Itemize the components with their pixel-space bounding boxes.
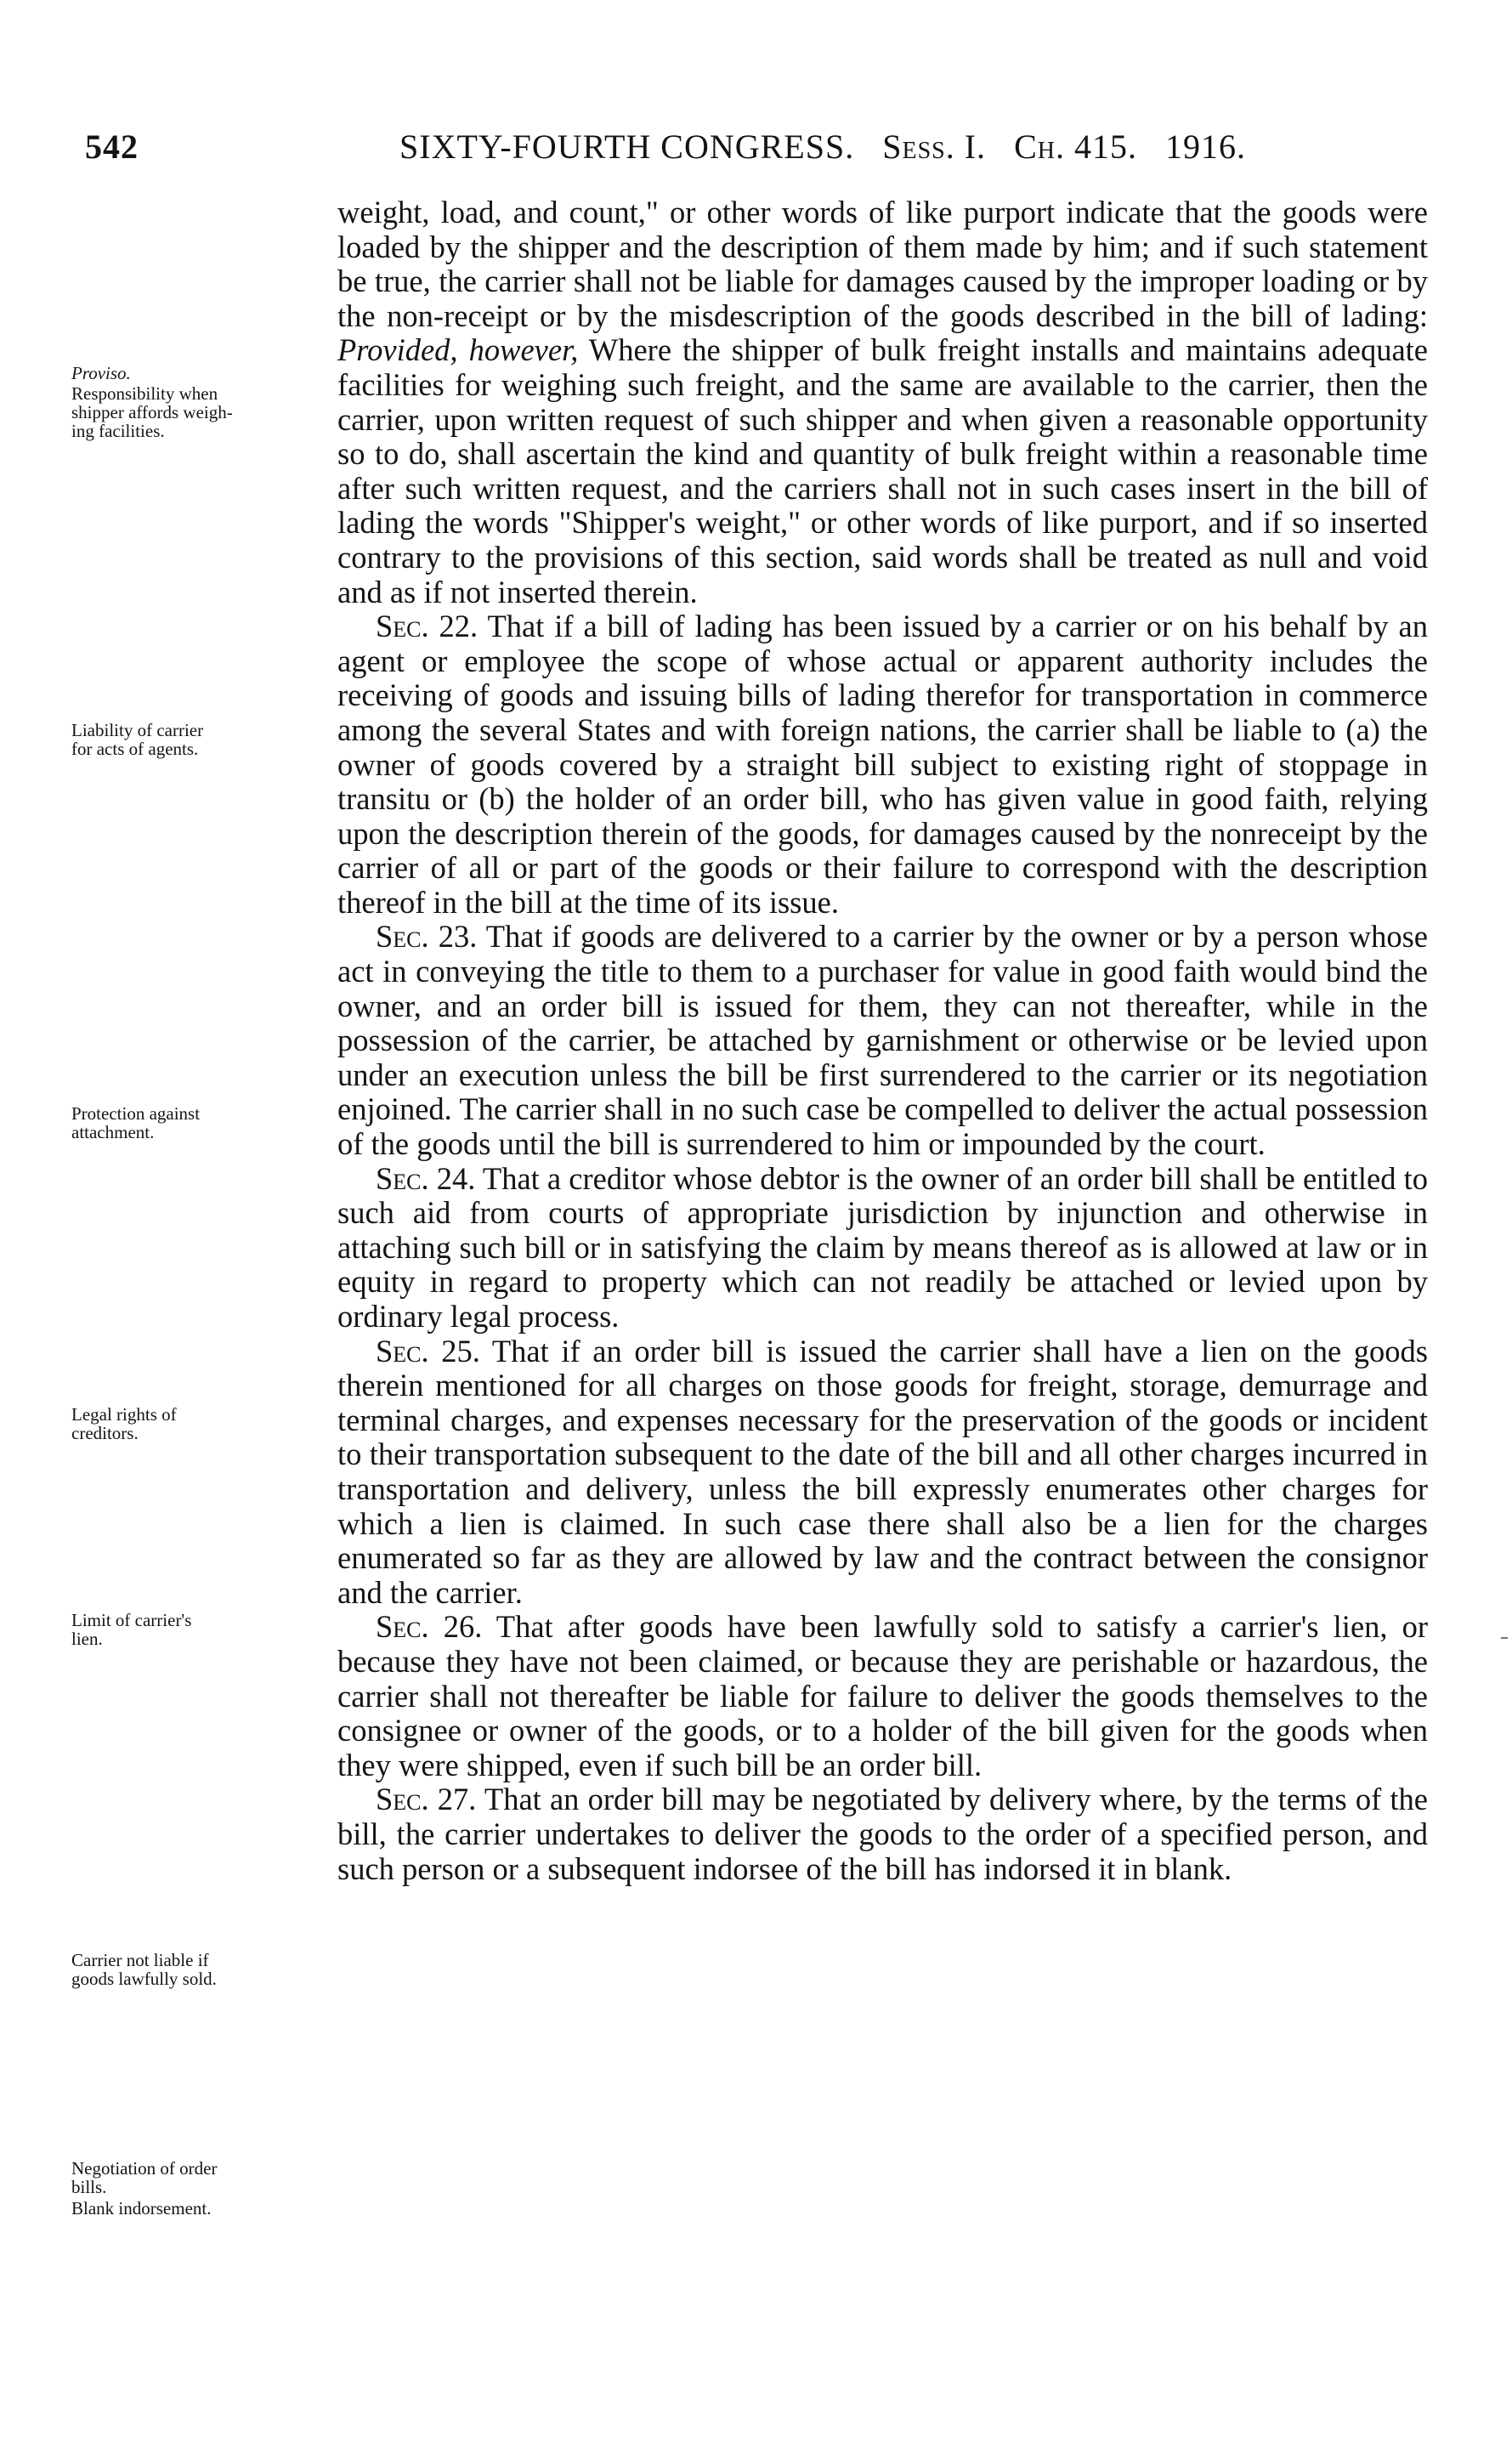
- page-number: 542: [85, 128, 139, 166]
- margin-note-line: Limit of carrier's: [71, 1610, 192, 1630]
- section-text: That after goods have been lawfully sold to satisfy a carrier's lien, or because they have not been claimed, or because they are perishable or hazardous, the carrier shall not thereafter be liable for failure to deliver the goods themselves to the consignee or owner of the goods, or to a holder of the bill given for the goods when they were shipped, even if such bill be an order bill.: [337, 1609, 1428, 1782]
- margin-note-line: attachment.: [71, 1122, 155, 1142]
- margin-note-line: ing facilities.: [71, 421, 165, 441]
- margin-note-line: Liability of carrier: [71, 720, 204, 740]
- margin-note-line: Responsibility when: [71, 383, 218, 404]
- section-text: That a creditor whose debtor is the owner of an order bill shall be entitled to such aid from courts of appropriate jurisdiction by injunction and otherwise in attaching such bill or in satisfying the claim by means thereof as is allowed at law or in equity in regard to property which can not readily be attached or levied upon by ordinary legal process.: [337, 1160, 1428, 1334]
- margin-note-line: bills.: [71, 2177, 107, 2197]
- section-label: Sec. 22.: [376, 609, 479, 644]
- margin-note-protection: [71, 1104, 326, 1142]
- section-25: [337, 1334, 1428, 1611]
- margin-note-line: creditors.: [71, 1423, 139, 1443]
- section-22: [337, 609, 1428, 920]
- section-label: Sec. 26.: [376, 1609, 483, 1645]
- running-head: [399, 122, 1246, 173]
- section-text: That if an order bill is issued the carrier shall have a lien on the goods therein mentioned for all charges on those goods for freight, storage, demurrage and terminal charges, and expenses necessary for the preservation of the goods or incident to their transportation subsequent to the date of the bill and all other charges incurred in transportation and delivery, unless the bill expressly enumerates other charges for which a lien is claimed. In such case there shall also be a lien for the charges enumerated so far as they are allowed by law and the contract between the consignor and the carrier.: [337, 1333, 1428, 1610]
- print-mark: [1501, 1637, 1508, 1639]
- session-label: Sess. I.: [882, 128, 987, 166]
- paragraph-continued: [337, 196, 1428, 609]
- year-label: 1916.: [1164, 128, 1246, 166]
- chapter-label: Ch. 415.: [1014, 128, 1137, 166]
- margin-note-creditors: [71, 1405, 326, 1442]
- margin-note-line: Legal rights of: [71, 1404, 177, 1425]
- section-26: [337, 1610, 1428, 1782]
- margin-note-line: for acts of agents.: [71, 739, 199, 759]
- page-header: [85, 122, 1419, 173]
- body-text: [337, 196, 1428, 1886]
- section-label: Sec. 23.: [376, 919, 478, 955]
- margin-note-blank-indorsement: Blank indorsement.: [71, 2198, 212, 2218]
- section-label: Sec. 24.: [376, 1160, 476, 1196]
- margin-note-carrier-not-liable: [71, 1951, 326, 1988]
- margin-note-responsibility: [71, 384, 326, 440]
- section-27: [337, 1782, 1428, 1886]
- text-run: weight, load, and count," or other words of like purport indicate that the goods were loaded by the shipper and the description of them made by him; and if such statement be true, the carrier shall not be liable for damages caused by the improper loading or by the non-receipt or by the misdescription of the goods described in the bill of lading:: [337, 195, 1428, 333]
- section-24: [337, 1162, 1428, 1334]
- margin-note-line: Negotiation of order: [71, 2158, 218, 2179]
- section-label: Sec. 25.: [376, 1333, 480, 1368]
- margin-note-lien: [71, 1611, 326, 1648]
- proviso-text: Provided, however,: [337, 332, 579, 368]
- text-run: Where the shipper of bulk freight installs and maintains adequate facilities for weighing such freight, and the same are available to the carrier, then the carrier, upon written request of such shipper and when given a reasonable opportunity so to do, shall ascertain the kind and quantity of bulk freight within a reasonable time after such written request, and the carriers shall not in such cases insert in the bill of lading the words "Shipper's weight," or other words of like purport, and if so inserted contrary to the provisions of this section, said words shall be treated as null and void and as if not inserted therein.: [337, 332, 1428, 609]
- margin-note-line: Protection against: [71, 1103, 201, 1124]
- section-text: That an order bill may be negotiated by delivery where, by the terms of the bill, the carrier undertakes to deliver the goods to the order of a specified person, and such person or a subsequent indorsee of the bill has indorsed it in blank.: [337, 1782, 1428, 1886]
- section-text: That if goods are delivered to a carrier by the owner or by a person whose act in conveying the title to them to a purchaser for value in good faith would bind the owner, and an order bill is issued for them, they can not thereafter, while in the possession of the carrier, be attached by garnishment or otherwise or be levied upon under an execution unless the bill be first surrendered to the carrier or its negotiation enjoined. The carrier shall in no such case be compelled to deliver the actual possession of the goods until the bill is surrendered to him or impounded by the court.: [337, 919, 1428, 1162]
- section-23: [337, 920, 1428, 1161]
- margin-note-line: Carrier not liable if: [71, 1950, 209, 1970]
- margin-note-negotiation: [71, 2159, 326, 2196]
- section-label: Sec. 27.: [376, 1782, 477, 1817]
- margin-note-proviso: Proviso.: [71, 363, 131, 383]
- margin-note-line: shipper affords weigh-: [71, 402, 233, 422]
- section-text: That if a bill of lading has been issued by a carrier or on his behalf by an agent or employee the scope of whose actual or apparent authority includes the receiving of goods and issuing bills of lading therefor for transportation in commerce among the several States and with foreign nations, the carrier shall be liable to (a) the owner of goods covered by a straight bill subject to existing right of stoppage in transitu or (b) the holder of an order bill, who has given value in good faith, relying upon the description therein of the goods, for damages caused by the nonreceipt by the carrier of all or part of the goods or their failure to correspond with the description thereof in the bill at the time of its issue.: [337, 609, 1428, 920]
- congress-title: SIXTY-FOURTH CONGRESS.: [399, 128, 855, 166]
- margin-note-line: goods lawfully sold.: [71, 1969, 217, 1989]
- margin-note-liability: [71, 721, 326, 758]
- margin-note-line: lien.: [71, 1629, 103, 1649]
